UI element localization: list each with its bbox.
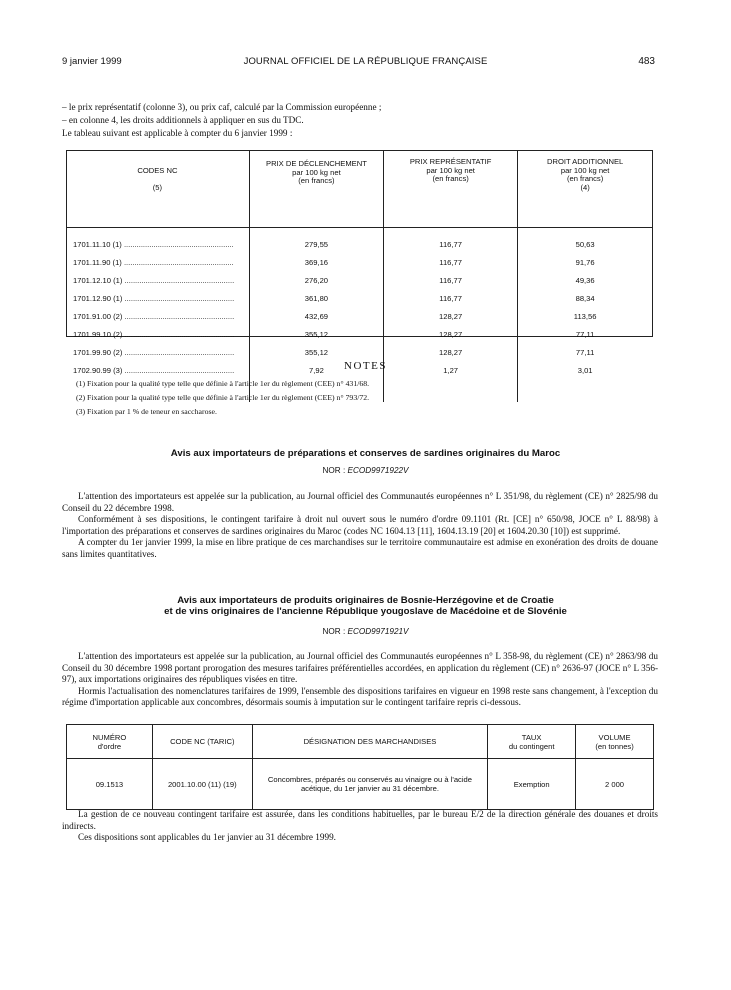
quota-table	[66, 724, 654, 810]
representative-price: 1,27	[384, 362, 518, 380]
col-header-order-number: NUMÉRO d'ordre	[67, 725, 153, 759]
nc-code: 1701.12.90 (1) ....................................................	[73, 294, 235, 303]
additional-duty: 77,11	[518, 344, 652, 362]
quota-rate: Exemption	[488, 759, 576, 810]
col-header-additional-duty: DROIT ADDITIONNEL par 100 kg net (en francs) (4)	[518, 150, 652, 228]
nc-code: 1701.11.10 (1) ....................................................	[73, 240, 234, 249]
note-item: (2) Fixation pour la qualité type telle que définie à l'article 1er du règlement (CEE) n° 793/72.	[76, 393, 370, 402]
goods-description: Concombres, préparés ou conservés au vinaigre ou à l'acide acétique, du 1er janvier au 31 décembre.	[252, 759, 488, 810]
col-header-codes: CODES NC (5)	[66, 150, 249, 228]
table-row	[66, 290, 652, 308]
additional-duty: 3,01	[518, 362, 652, 380]
notice-1-body	[62, 491, 658, 561]
trigger-price: 361,80	[249, 290, 383, 308]
additional-duty: 88,34	[518, 290, 652, 308]
nc-code: 1701.11.90 (1) ....................................................	[73, 258, 234, 267]
intro-line: – le prix représentatif (colonne 3), ou prix caf, calculé par la Commission européenne ;	[62, 102, 382, 112]
nc-code: 1702.90.99 (3) ....................................................	[73, 366, 235, 375]
intro-line: Le tableau suivant est applicable à compter du 6 janvier 1999 :	[62, 128, 293, 138]
col-header-trigger-price: PRIX DE DÉCLENCHEMENT par 100 kg net (en francs)	[249, 150, 383, 228]
header-date: 9 janvier 1999	[62, 56, 122, 67]
paragraph: Ces dispositions sont applicables du 1er janvier au 31 décembre 1999.	[78, 832, 336, 843]
nc-code: 1701.91.00 (2) ....................................................	[73, 312, 235, 321]
notice-1-nor: NOR : ECOD9971922V	[322, 466, 409, 475]
intro-text	[62, 101, 662, 140]
col-header-volume: VOLUME (en tonnes)	[576, 725, 654, 759]
trigger-price: 279,55	[249, 236, 383, 254]
notice-2-title-line-2: et de vins originaires de l'ancienne République yougoslave de Macédoine et de Slovénie	[164, 606, 567, 617]
col-header-nc-code: CODE NC (TARIC)	[152, 725, 252, 759]
nc-code: 1701.99.90 (2) ....................................................	[73, 348, 235, 357]
representative-price: 116,77	[384, 236, 518, 254]
table-row	[66, 272, 652, 290]
representative-price: 116,77	[384, 272, 518, 290]
notice-2-title-line-1: Avis aux importateurs de produits originaires de Bosnie-Herzégovine et de Croatie	[177, 595, 554, 606]
note-item: (1) Fixation pour la qualité type telle que définie à l'article 1er du règlement (CEE) n° 431/68.	[76, 379, 370, 388]
representative-price: 128,27	[384, 326, 518, 344]
notice-1-title: Avis aux importateurs de préparations et conserves de sardines originaires du Maroc	[170, 448, 561, 459]
representative-price: 116,77	[384, 290, 518, 308]
table-row	[66, 236, 652, 254]
header-journal-title: JOURNAL OFFICIEL DE LA RÉPUBLIQUE FRANÇAISE	[243, 56, 488, 67]
note-item: (3) Fixation par 1 % de teneur en saccharose.	[76, 407, 217, 416]
trigger-price: 276,20	[249, 272, 383, 290]
additional-duty: 77,11	[518, 326, 652, 344]
notes-list	[76, 377, 369, 419]
table-row	[66, 308, 652, 326]
nc-code: 1701.99.10 (2) ....................................................	[73, 330, 235, 339]
header-page-number: 483	[638, 56, 655, 67]
nc-code: 1701.12.10 (1) ....................................................	[73, 276, 235, 285]
representative-price: 128,27	[384, 308, 518, 326]
trigger-price: 369,16	[249, 254, 383, 272]
additional-duty: 113,56	[518, 308, 652, 326]
notes-heading: NOTES	[344, 360, 387, 372]
intro-line: – en colonne 4, les droits additionnels à appliquer en sus du TDC.	[62, 115, 304, 125]
col-header-representative-price: PRIX REPRÉSENTATIF par 100 kg net (en francs)	[384, 150, 518, 228]
paragraph: La gestion de ce nouveau contingent tarifaire est assurée, dans les conditions habituelles, par le bureau E/2 de la direction générale des douanes et droits indirects.	[62, 809, 658, 831]
paragraph: A compter du 1er janvier 1999, la mise en libre pratique de ces marchandises sur le territoire communautaire est admise en exonération des droits de douane sans limites quantitatives.	[62, 537, 658, 559]
paragraph: Conformément à ses dispositions, le contingent tarifaire à droit nul ouvert sous le numéro d'ordre 09.1101 (Rt. [CE] n° 650/98, JOCE n° L 88/98) à l'importation des préparations et conserves de sardines originaires du Maroc (codes NC 1604.13 [11], 1604.13.19 [20] et 1604.20.30 [10]) est supprimé.	[62, 514, 658, 536]
notice-2-nor: NOR : ECOD9971921V	[322, 627, 409, 636]
representative-price: 116,77	[384, 254, 518, 272]
trigger-price: 7,92	[249, 362, 383, 380]
closing-body	[62, 809, 658, 844]
notice-2-body	[62, 651, 658, 709]
nc-code: 2001.10.00 (11) (19)	[152, 759, 252, 810]
quota-table-row	[67, 759, 654, 810]
additional-duty: 50,63	[518, 236, 652, 254]
table-row	[66, 254, 652, 272]
quota-volume: 2 000	[576, 759, 654, 810]
col-header-quota-rate: TAUX du contingent	[488, 725, 576, 759]
quota-table-header	[67, 725, 654, 759]
trigger-price: 432,69	[249, 308, 383, 326]
order-number: 09.1513	[67, 759, 153, 810]
paragraph: L'attention des importateurs est appelée sur la publication, au Journal officiel des Communautés européennes n° L 351/98, du règlement (CE) n° 2825/98 du Conseil du 22 décembre 1998.	[62, 491, 658, 513]
trigger-price: 355,12	[249, 326, 383, 344]
table-row	[66, 326, 652, 344]
additional-duty: 49,36	[518, 272, 652, 290]
paragraph: Hormis l'actualisation des nomenclatures tarifaires de 1999, l'ensemble des dispositions tarifaires en vigueur en 1998 reste sans changement, à l'exception du régime d'importation applicable aux concombres, désormais soumis à imputation sur le contingent tarifaire repris ci-dessous.	[62, 685, 658, 708]
col-header-goods-description: DÉSIGNATION DES MARCHANDISES	[252, 725, 488, 759]
trigger-price: 355,12	[249, 344, 383, 362]
paragraph: L'attention des importateurs est appelée sur la publication, au Journal officiel des Communautés européennes n° L 358-98, du règlement (CE) n° 2863/98 du Conseil du 30 décembre 1998 portant prorogation des mesures tarifaires préférentielles accordées, en application du règlement (CE) n° 2636-97 (JOCE n° L 356-97), aux importations originaires des républiques visées en titre.	[62, 651, 658, 685]
representative-price: 128,27	[384, 344, 518, 362]
table-header-row	[66, 150, 652, 228]
additional-duty: 91,76	[518, 254, 652, 272]
